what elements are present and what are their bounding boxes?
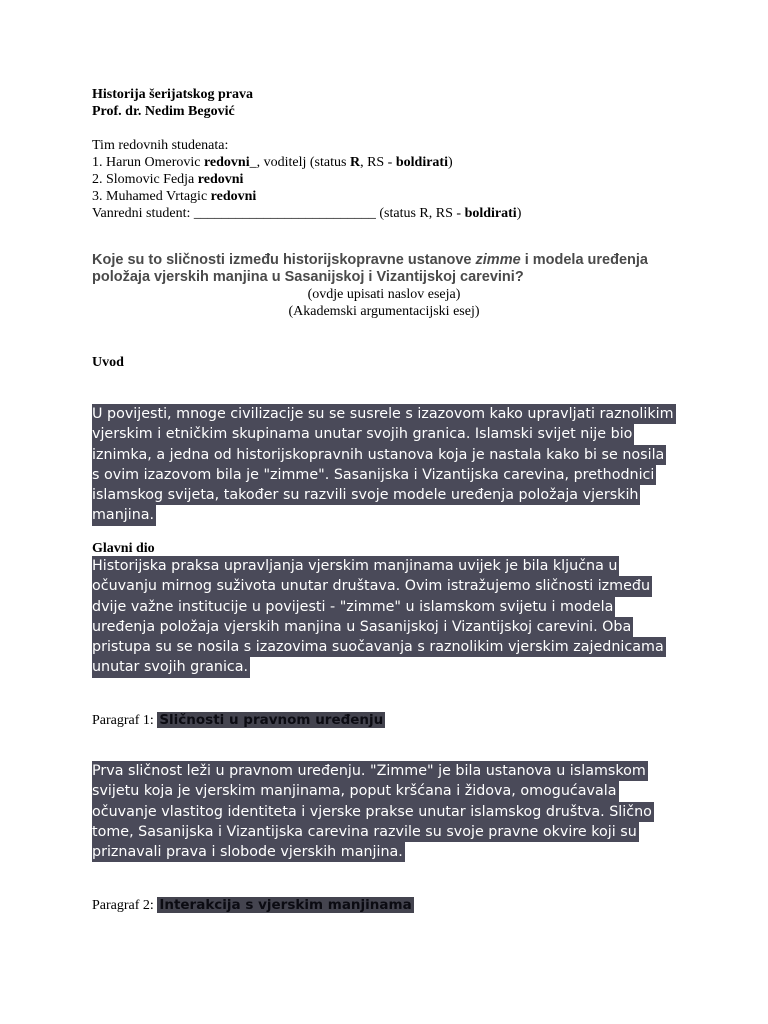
paragraph-1-label: Paragraf 1: Sličnosti u pravnom uređenju [92,712,384,728]
paragraph-2-label: Paragraf 2: Interakcija s vjerskim manjinama [92,897,412,913]
intro-line: U povijesti, mnoge civilizacije su se susrele s izazovom kako upravljati raznolikim [92,404,676,424]
course-title: Historija šerijatskog prava [92,87,253,102]
paragraph-1-body [92,761,654,862]
essay-type-note: (Akademski argumentacijski esej) [288,304,480,319]
main-line: Historijska praksa upravljanja vjerskim manjinama uvijek je bila ključna u [92,556,619,576]
intro-line: vjerskim i etničkim skupinama unutar svojih granica. Islamski svijet nije bio [92,424,634,444]
document-header [92,86,253,120]
main-line: očuvanju mirnog suživota unutar društava. Ovim istražujemo sličnosti između [92,576,652,596]
essay-title [92,252,682,286]
main-line: dvije važne institucije u povijesti - "zimme" u islamskom svijetu i modela [92,597,615,617]
intro-paragraph [92,404,676,526]
intro-line: islamskog svijeta, također su razvili svoje modele uređenja položaja vjerskih [92,485,640,505]
main-line: unutar svojih granica. [92,657,250,677]
team-block [92,137,521,222]
paragraph-1-line: očuvanje vlastitog identiteta i vjerske prakse unutar islamskog društva. Slično [92,802,654,822]
paragraph-2-heading: Interakcija s vjerskim manjinama [159,897,412,913]
paragraph-1-line: tome, Sasanijska i Vizantijska carevina razvile su svoje pravne okvire koji su [92,822,639,842]
intro-line: manjina. [92,505,156,525]
paragraph-1-line: priznavali prava i slobode vjerskih manjina. [92,842,405,862]
team-member-3: 3. Muhamed Vrtagic redovni [92,189,257,204]
professor-name: Prof. dr. Nedim Begović [92,104,235,119]
team-heading: Tim redovnih studenata: [92,138,229,153]
intro-line: s ovim izazovom bila je "zimme". Sasanijska i Vizantijska carevina, prethodnici [92,465,656,485]
essay-title-placeholder [92,286,676,320]
paragraph-1-heading: Sličnosti u pravnom uređenju [159,712,384,728]
team-member-1: 1. Harun Omerovic redovni_, voditelj (status R, RS - boldirati) [92,155,453,170]
paragraph-1-line: svijetu koja je vjerskim manjinama, poput kršćana i židova, omogućavala [92,781,619,801]
essay-title-line-2: položaja vjerskih manjina u Sasanijskoj i Vizantijskoj carevini? [92,269,524,285]
title-placeholder-note: (ovdje upisati naslov eseja) [307,287,461,302]
intro-heading: Uvod [92,355,124,370]
main-line: uređenja položaja vjerskih manjina u Sasanijskoj i Vizantijskoj carevini. Oba [92,617,633,637]
paragraph-1-line: Prva sličnost leži u pravnom uređenju. "Zimme" je bila ustanova u islamskom [92,761,648,781]
team-member-2: 2. Slomovic Fedja redovni [92,172,244,187]
main-heading: Glavni dio [92,541,155,556]
intro-line: iznimka, a jedna od historijskopravnih ustanova koja je nastala kako bi se nosila [92,445,666,465]
part-time-student: Vanredni student: __________________________ (status R, RS - boldirati) [92,206,522,221]
main-paragraph [92,556,666,678]
main-line: pristupa su se nosila s izazovima suočavanja s raznolikim vjerskim zajednicama [92,637,666,657]
essay-title-line-1: Koje su to sličnosti između historijskopravne ustanove zimme i modela uređenja [92,252,648,268]
